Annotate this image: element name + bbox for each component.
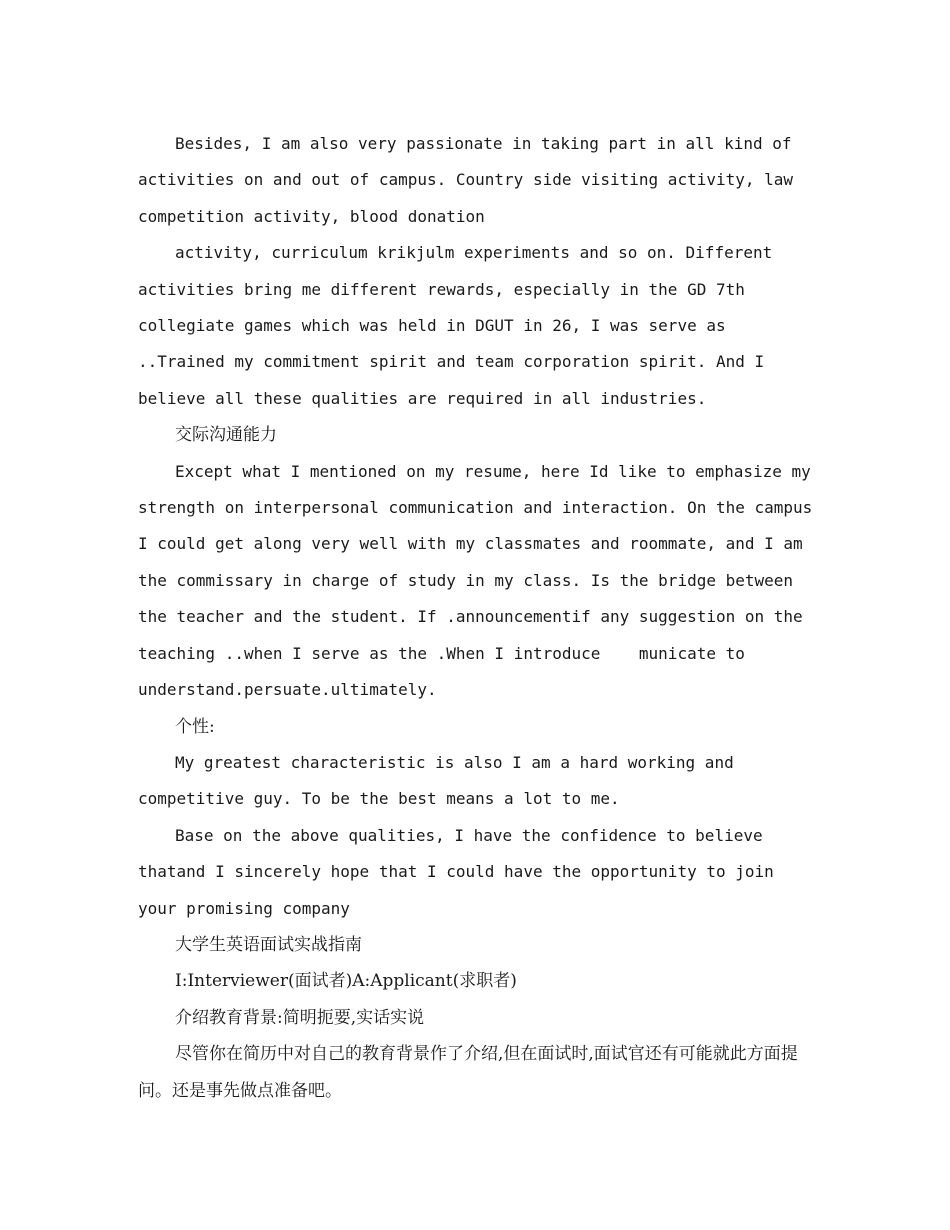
- paragraph-communication: Except what I mentioned on my resume, here Id like to emphasize my strength on interpersonal communication and interaction. On the campus I could get along very well with my classmates and roommate, and I am the commissary in charge of study in my class. Is the bridge between the teacher and the student. If .announcementif any suggestion on the teaching ..when I serve as the .When I introduce municate to understand.persuate.ultimately.: [138, 461, 822, 700]
- paragraph-characteristic: My greatest characteristic is also I am a hard working and competitive guy. To be the best means a lot to me.: [138, 752, 744, 809]
- paragraph-education-note: 尽管你在简历中对自己的教育背景作了介绍,但在面试时,面试官还有可能就此方面提问。还是事先做点准备吧。: [138, 1044, 798, 1101]
- document-page: [138, 126, 822, 1109]
- heading-personality: 个性:: [175, 716, 215, 737]
- heading-education-background: 介绍教育背景:简明扼要,实话实说: [175, 1007, 425, 1028]
- paragraph-activities-intro: Besides, I am also very passionate in taking part in all kind of activities on and out of campus. Country side visiting activity, law competition activity, blood donation: [138, 134, 803, 226]
- paragraph-legend: I:Interviewer(面试者)A:Applicant(求职者): [175, 971, 517, 992]
- paragraph-activities-rewards: activity, curriculum krikjulm experiments and so on. Different activities bring me different rewards, especially in the GD 7th collegiate games which was held in DGUT in 26, I was serve as ..Trained my commitment spirit and team corporation spirit. And I believe all these qualities are required in all industries.: [138, 243, 782, 408]
- heading-interview-guide: 大学生英语面试实战指南: [175, 934, 362, 955]
- paragraph-conclusion: Base on the above qualities, I have the confidence to believe thatand I sincerely hope that I could have the opportunity to join your promising company: [138, 825, 784, 918]
- heading-communication: 交际沟通能力: [175, 425, 277, 446]
